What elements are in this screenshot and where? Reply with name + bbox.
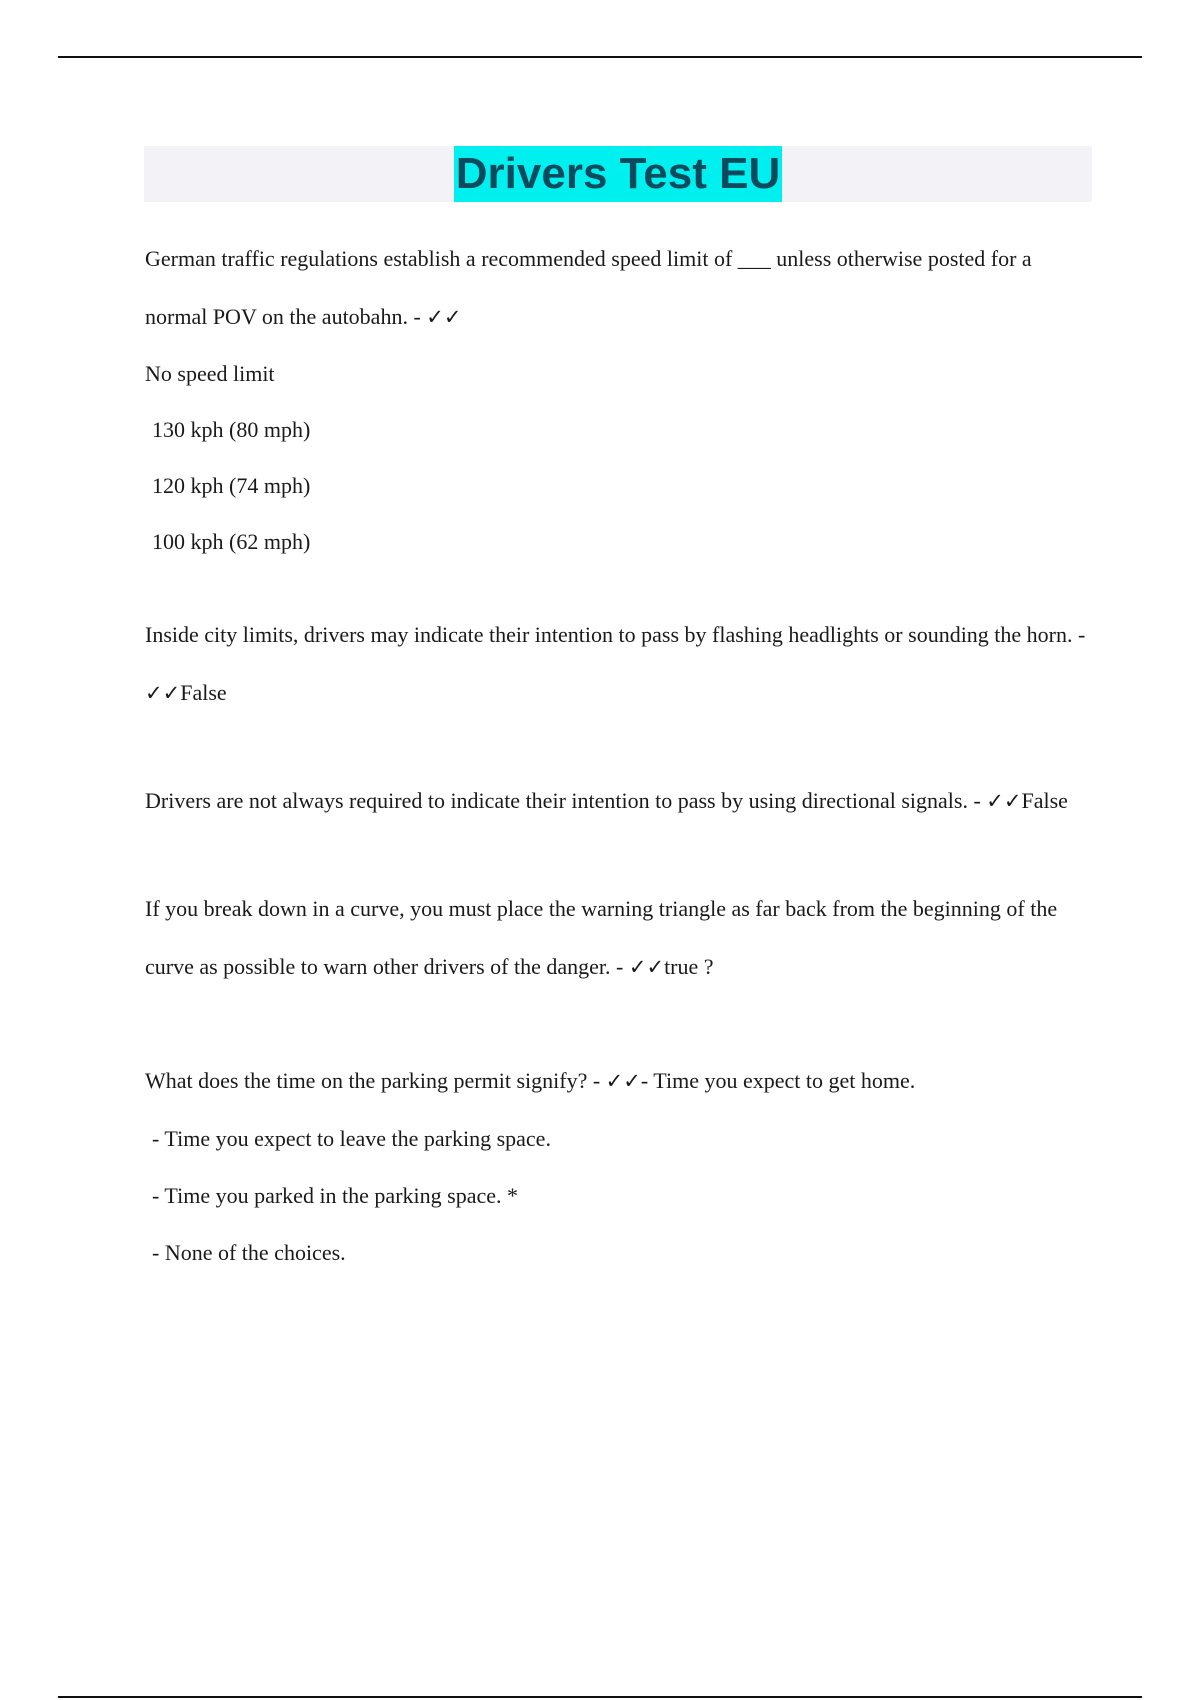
answer-option: - None of the choices. — [152, 1240, 346, 1265]
answer-option: No speed limit — [145, 361, 275, 386]
question-text — [145, 230, 1090, 346]
check-icon: ✓✓ — [986, 789, 1022, 813]
document-body — [145, 246, 1090, 1281]
check-icon: ✓✓ — [145, 681, 181, 705]
question-1-text: German traffic regulations establish a recommended speed limit of ___ unless otherwise posted for a normal POV on the autobahn. - — [145, 246, 1032, 329]
question-block — [145, 230, 1090, 570]
check-icon: ✓✓ — [628, 955, 665, 979]
question-text — [145, 880, 1090, 996]
answer-text: False — [180, 680, 227, 705]
answer-option: - Time you parked in the parking space. * — [152, 1183, 518, 1208]
answer-option: 130 kph (80 mph) — [152, 417, 311, 442]
question-3-text: Drivers are not always required to indicate their intention to pass by using directional signals. - — [145, 788, 987, 813]
title-band — [144, 146, 1092, 202]
page-title: Drivers Test EU — [454, 146, 782, 202]
question-5-text: What does the time on the parking permit signify? - — [145, 1068, 606, 1093]
answer-option: 120 kph (74 mph) — [152, 473, 311, 498]
question-block — [145, 772, 1090, 830]
question-2-text: Inside city limits, drivers may indicate their intention to pass by flashing headlights or sounding the horn. - — [145, 622, 1086, 647]
top-rule — [58, 56, 1142, 58]
check-icon: ✓✓ — [605, 1069, 641, 1093]
question-text — [145, 772, 1090, 830]
question-text — [145, 1052, 1090, 1110]
answer-text: true ? — [664, 954, 714, 979]
question-block — [145, 606, 1090, 722]
question-block — [145, 880, 1090, 996]
check-icon: ✓✓ — [426, 305, 462, 329]
answer-option: - Time you expect to leave the parking space. — [152, 1126, 551, 1151]
answer-text: False — [1021, 788, 1068, 813]
question-4-text: If you break down in a curve, you must place the warning triangle as far back from the beginning of the curve as possible to warn other drivers of the danger. - — [145, 896, 1058, 979]
question-text — [145, 606, 1090, 722]
question-block — [145, 1052, 1090, 1281]
bottom-rule — [58, 1696, 1142, 1698]
answer-text: - Time you expect to get home. — [640, 1068, 916, 1093]
answer-option: 100 kph (62 mph) — [152, 529, 311, 554]
